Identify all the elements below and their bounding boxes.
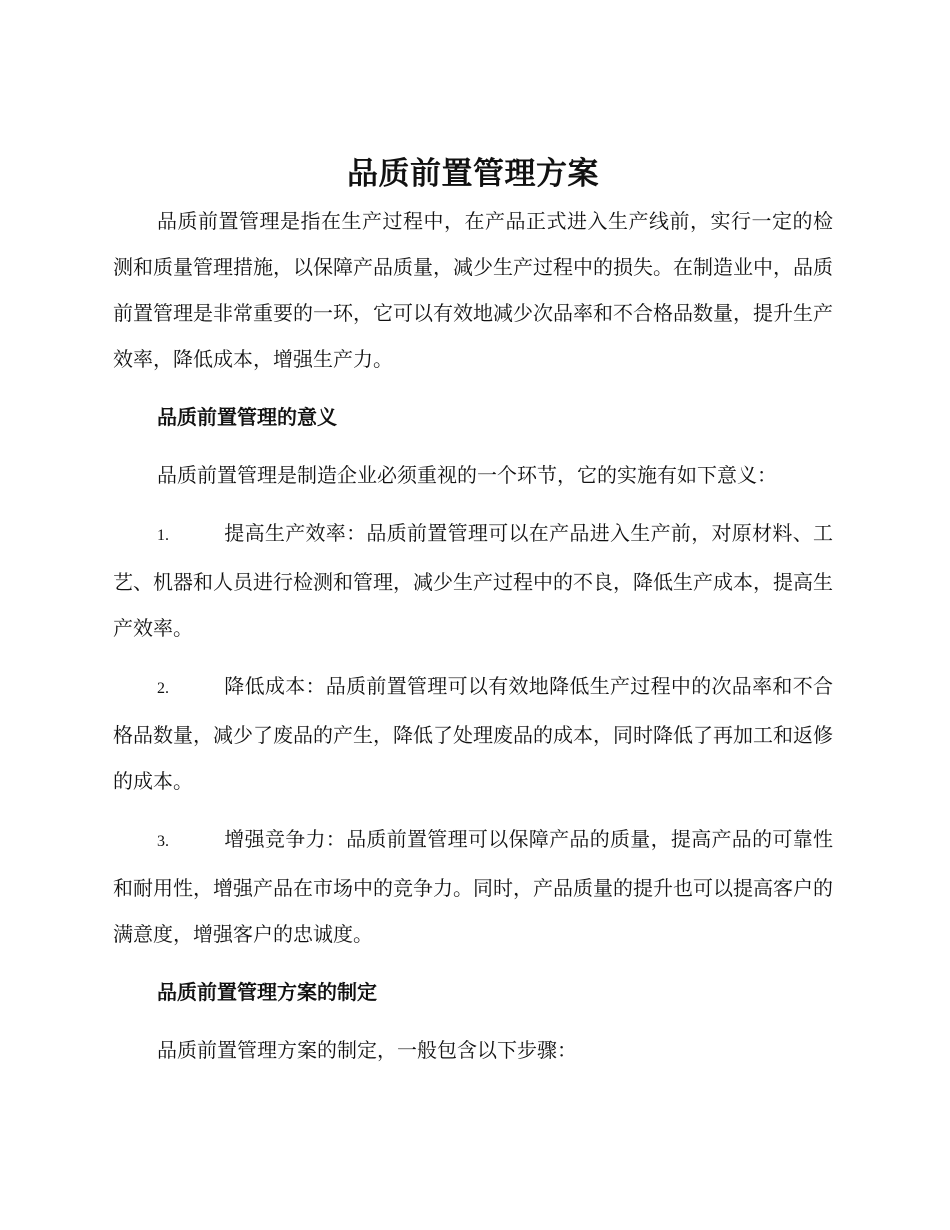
list-item-number: 3. <box>157 833 169 850</box>
list-item <box>113 510 833 651</box>
list-item-number: 1. <box>157 527 169 544</box>
list-item <box>113 816 833 957</box>
list-item-number: 2. <box>157 680 169 697</box>
document-content <box>113 150 833 1073</box>
list-item <box>113 663 833 804</box>
list-item-text: 降低成本：品质前置管理可以有效地降低生产过程中的次品率和不合格品数量，减少了废品的产生，降低了处理废品的成本，同时降低了再加工和返修的成本。 <box>113 674 833 793</box>
section-heading-formulation: 品质前置管理方案的制定 <box>157 980 377 1004</box>
list-item-text: 提高生产效率：品质前置管理可以在产品进入生产前，对原材料、工艺、机器和人员进行检测和管理，减少生产过程中的不良，降低生产成本，提高生产效率。 <box>113 521 833 640</box>
section-heading-significance: 品质前置管理的意义 <box>157 405 337 429</box>
formulation-lead-paragraph: 品质前置管理方案的制定，一般包含以下步骤： <box>157 1038 577 1062</box>
document-title: 品质前置管理方案 <box>347 156 599 192</box>
list-item-text: 增强竞争力：品质前置管理可以保障产品的质量，提高产品的可靠性和耐用性，增强产品在市场中的竞争力。同时，产品质量的提升也可以提高客户的满意度，增强客户的忠诚度。 <box>113 827 833 946</box>
significance-lead-paragraph: 品质前置管理是制造企业必须重视的一个环节，它的实施有如下意义： <box>157 463 777 487</box>
intro-paragraph: 品质前置管理是指在生产过程中，在产品正式进入生产线前，实行一定的检测和质量管理措施，以保障产品质量，减少生产过程中的损失。在制造业中，品质前置管理是非常重要的一环，它可以有效地减少次品率和不合格品数量，提升生产效率，降低成本，增强生产力。 <box>113 209 833 371</box>
